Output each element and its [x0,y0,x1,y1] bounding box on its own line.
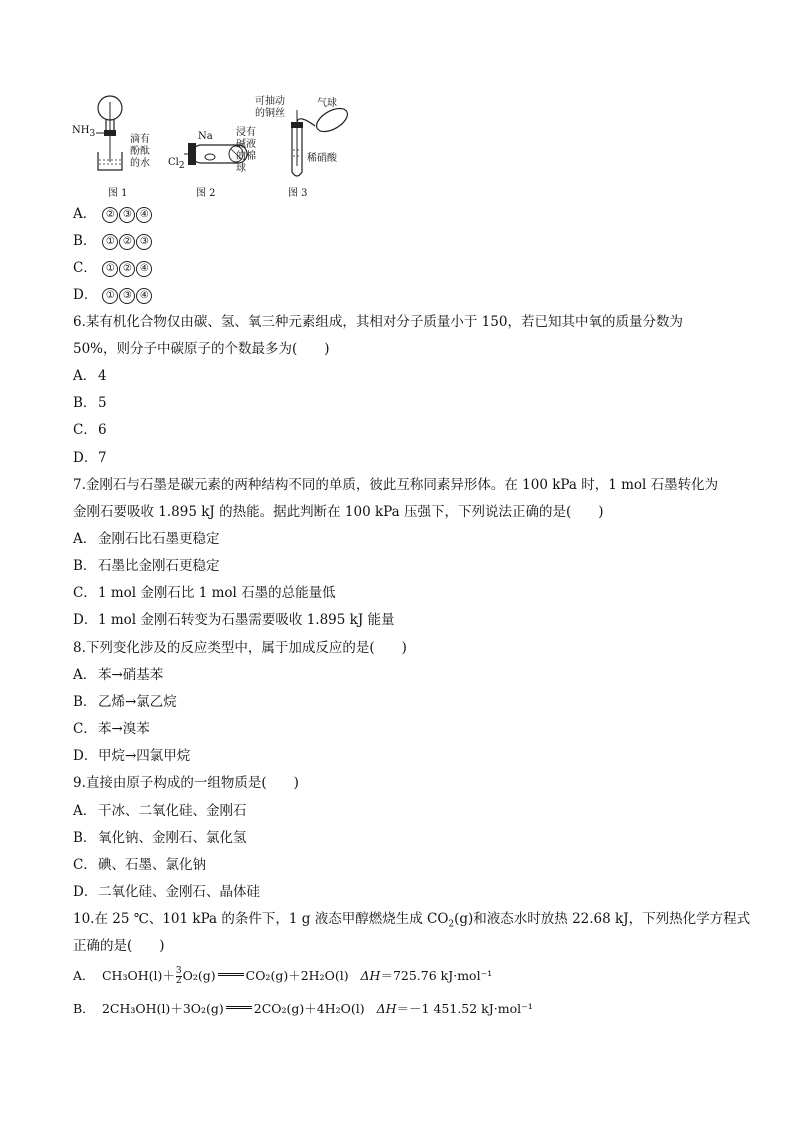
equals-sign [218,973,244,976]
figure-3 [255,92,365,200]
figure-3-caption: 图 3 [288,188,308,199]
q9-option-b[interactable]: B． 氧化钠、金刚石、氯化氢 [73,830,247,846]
acid-label: 稀硝酸 [307,153,337,164]
q7-option-d[interactable]: D．1 mol 金刚石转变为石墨需要吸收 1.895 kJ 能量 [73,612,395,628]
fraction-three-halves: $\frac{3}{2}$ [175,966,182,986]
q6-option-a[interactable]: A． 4 [73,368,107,384]
q5-option-d[interactable]: D． ① ③ ④ [73,286,153,304]
cotton-label: 浸有 碱液 的棉 球 [236,127,256,174]
q6-option-c[interactable]: C．6 [73,422,107,438]
q6-option-d[interactable]: D．7 [73,450,107,466]
figure-2-caption: 图 2 [196,188,216,199]
metal-label-na: Na [198,131,213,142]
q10-stem-line-1: 10.在 25 ℃、101 kPa 的条件下，1 g 液态甲醇燃烧生成 $CO_2(g)$和液态水时放热 22.68 kJ，下列热化学方程式 [73,911,751,930]
q5-option-c[interactable]: C． ① ② ④ [73,259,153,277]
q10-option-b[interactable]: B． 2CH₃OH(l)＋3O₂(g) 2CO₂(g)＋4H₂O(l) ΔH＝－1 451.52 kJ·mol⁻¹ [73,1001,533,1016]
figure-1 [72,92,182,200]
q7-stem-line-1: 7.金刚石与石墨是碳元素的两种结构不同的单质，彼此互称同素异形体。在 100 kPa 时，1 mol 石墨转化为 [73,477,719,493]
q8-option-d[interactable]: D．甲烷→四氯甲烷 [73,748,191,764]
q6-stem-line-2: 50%，则分子中碳原子的个数最多为( ) [73,341,330,357]
q6-stem-line-1: 6.某有机化合物仅由碳、氢、氧三种元素组成，其相对分子质量小于 150，若已知其中氧的质量分数为 [73,314,683,330]
q8-option-c[interactable]: C．苯→溴苯 [73,721,150,737]
q5-option-b[interactable]: B． ① ② ③ [73,232,153,250]
wire-label: 可抽动 的铜丝 [255,96,285,119]
q8-stem: 8.下列变化涉及的反应类型中，属于加成反应的是( ) [73,640,407,656]
q9-stem: 9.直接由原子构成的一组物质是( ) [73,775,299,791]
figure-1-caption: 图 1 [108,188,128,199]
q10-option-a[interactable]: A． CH₃OH(l)＋ $\frac{3}{2}$ O₂(g) CO₂(g)＋2H₂O(l) ΔH＝725.76 kJ·mol⁻¹ [73,966,493,986]
q7-option-b[interactable]: B． 石墨比金刚石更稳定 [73,558,220,574]
balloon-label: 气球 [317,98,337,109]
q8-option-a[interactable]: A． 苯→硝基苯 [73,667,164,683]
q6-option-b[interactable]: B． 5 [73,395,107,411]
q9-option-a[interactable]: A． 干冰、二氧化硅、金刚石 [73,803,247,819]
q9-option-c[interactable]: C．碘、石墨、氯化钠 [73,857,206,873]
q5-option-a[interactable]: A． ② ③ ④ [73,205,153,223]
gas-label-nh3: $NH_3$ [72,125,96,139]
q8-option-b[interactable]: B． 乙烯→氯乙烷 [73,694,177,710]
equals-sign [226,1006,252,1009]
liquid-label: 滴有 酚酞 的水 [130,134,150,169]
q7-option-c[interactable]: C．1 mol 金刚石比 1 mol 石墨的总能量低 [73,585,336,601]
q7-option-a[interactable]: A． 金刚石比石墨更稳定 [73,531,220,547]
q10-stem-line-2: 正确的是( ) [73,938,165,954]
q7-stem-line-2: 金刚石要吸收 1.895 kJ 的热能。据此判断在 100 kPa 压强下，下列说法正确的是( ) [73,504,604,520]
q9-option-d[interactable]: D．二氧化硅、金刚石、晶体硅 [73,884,260,900]
gas-label-cl2: $Cl_2$ [168,157,185,171]
